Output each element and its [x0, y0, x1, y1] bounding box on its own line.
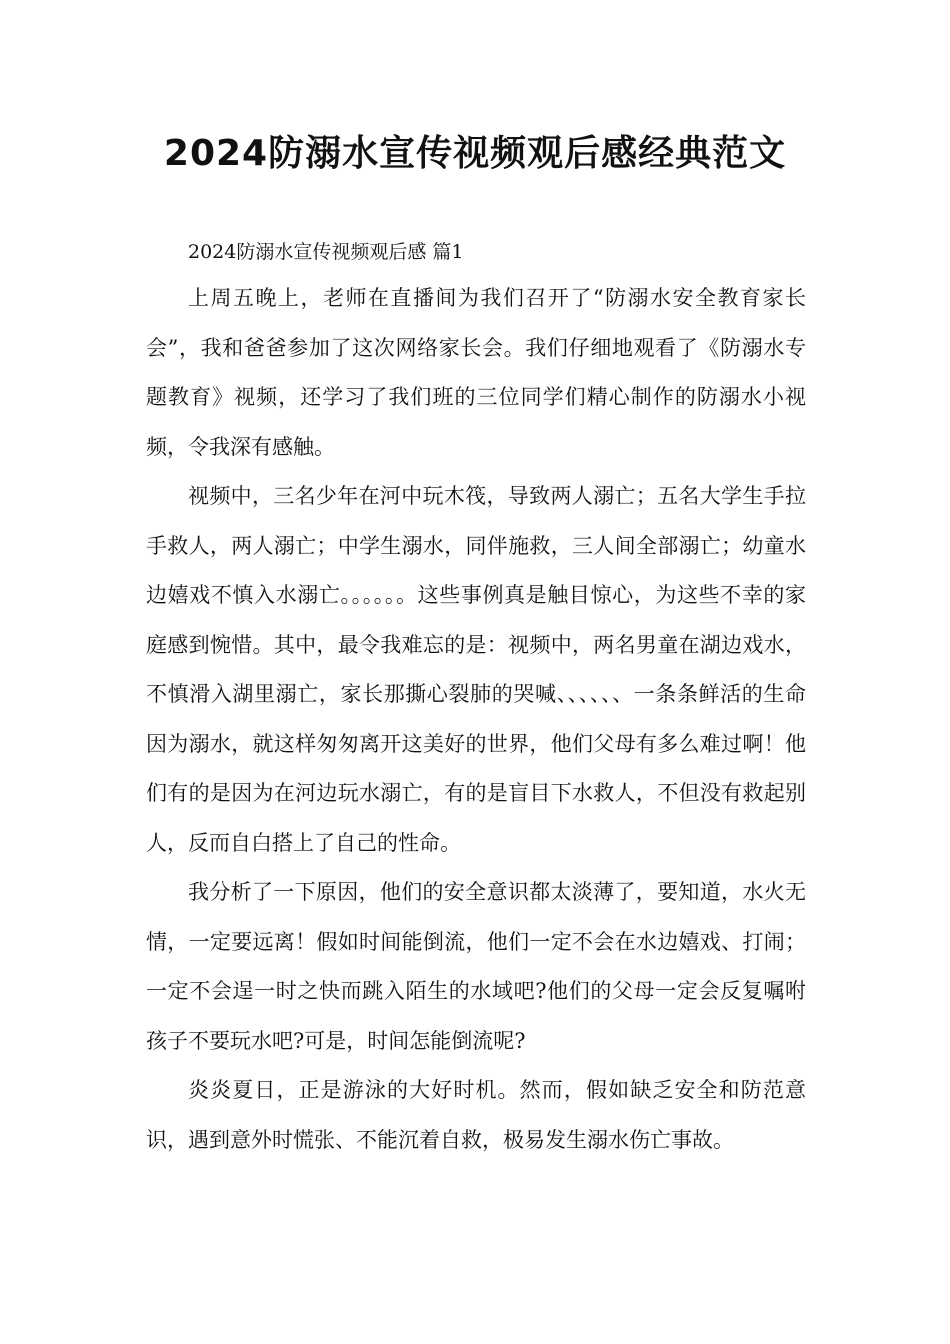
paragraph-4: 炎炎夏日，正是游泳的大好时机。然而，假如缺乏安全和防范意识，遇到意外时慌张、不能沉着自救，极易发生溺水伤亡事故。 — [146, 1078, 806, 1152]
paragraph-3: 我分析了一下原因，他们的安全意识都太淡薄了，要知道，水火无情，一定要远离！假如时间能倒流，他们一定不会在水边嬉戏、打闹；一定不会逞一时之快而跳入陌生的水域吧?他们的父母一定会反复嘱咐孩子不要玩水吧?可是，时间怎能倒流呢? — [146, 880, 806, 1053]
section-heading: 2024防溺水宣传视频观后感 篇1 — [188, 241, 464, 263]
paragraph-2: 视频中，三名少年在河中玩木筏，导致两人溺亡；五名大学生手拉手救人，两人溺亡；中学生溺水，同伴施救，三人间全部溺亡；幼童水边嬉戏不慎入水溺亡。。。。。。这些事例真是触目惊心，为这些不幸的家庭感到惋惜。其中，最令我难忘的是：视频中，两名男童在湖边戏水，不慎滑入湖里溺亡，家长那撕心裂肺的哭喊、、、、、、一条条鲜活的生命因为溺水，就这样匆匆离开这美好的世界，他们父母有多么难过啊！他们有的是因为在河边玩水溺亡，有的是盲目下水救人，不但没有救起别人，反而自白搭上了自己的性命。 — [146, 484, 806, 855]
paragraph-1: 上周五晚上，老师在直播间为我们召开了“防溺水安全教育家长会”，我和爸爸参加了这次网络家长会。我们仔细地观看了《防溺水专题教育》视频，还学习了我们班的三位同学们精心制作的防溺水小视频，令我深有感触。 — [146, 286, 806, 459]
document-body — [146, 230, 806, 1165]
document-title: 2024防溺水宣传视频观后感经典范文 — [163, 133, 787, 174]
